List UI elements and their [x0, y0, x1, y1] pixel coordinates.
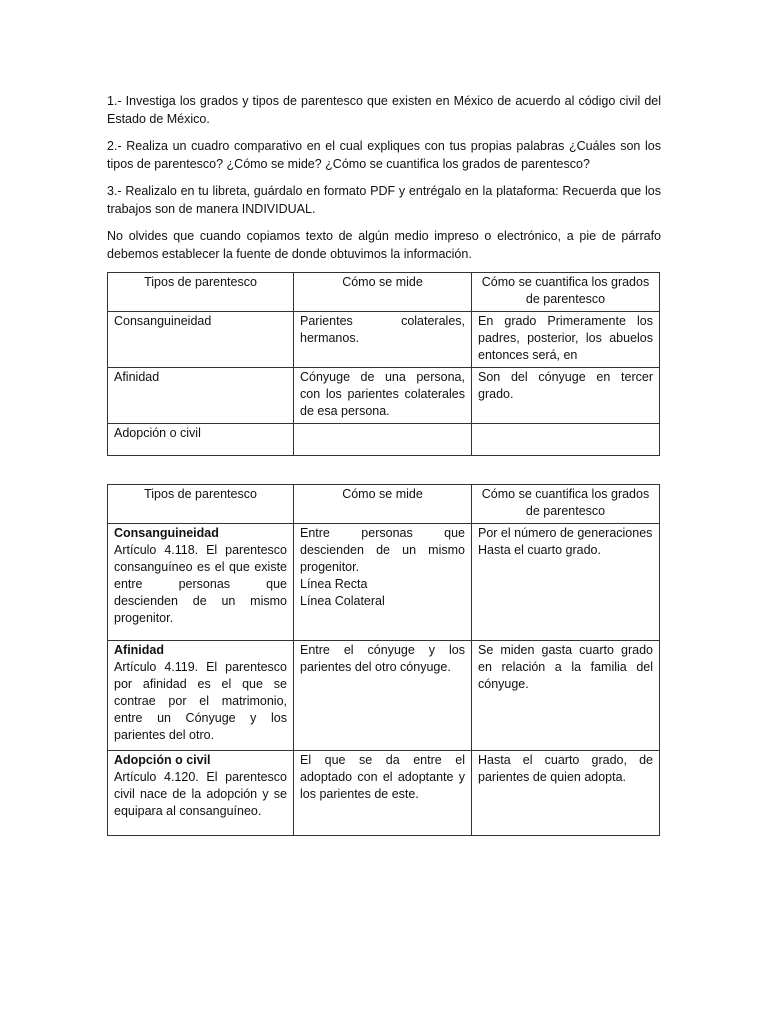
cell-cuantifica — [472, 751, 660, 836]
comparison-table-final — [107, 484, 660, 836]
table-row — [108, 524, 660, 641]
cuantifica-text: Hasta el cuarto grado, de parientes de quien adopta. — [478, 753, 653, 784]
citation-note: No olvides que cuando copiamos texto de algún medio impreso o electrónico, a pie de párrafo debemos establecer la fuente de donde obtuvimos la información. — [107, 229, 661, 261]
table-header-row — [108, 485, 660, 524]
instruction-3: 3.- Realizalo en tu libreta, guárdalo en formato PDF y entrégalo en la plataforma: Recuerda que los trabajos son de manera INDIVIDUAL. — [107, 184, 661, 216]
table-row — [108, 368, 660, 424]
mide-linea-colateral: Línea Colateral — [300, 594, 385, 608]
table-row — [108, 424, 660, 456]
instruction-1: 1.- Investiga los grados y tipos de parentesco que existen en México de acuerdo al código civil del Estado de México. — [107, 94, 661, 126]
tipo-title: Afinidad — [114, 643, 164, 657]
cuantifica-extra: Hasta el cuarto grado. — [478, 543, 601, 557]
cell-mide: Cónyuge de una persona, con los parientes colaterales de esa persona. — [294, 368, 472, 424]
mide-text: El que se da entre el adoptado con el adoptante y los parientes de este. — [300, 753, 465, 801]
cell-cuantifica — [472, 524, 660, 641]
mide-text: Entre personas que descienden de un mismo progenitor. — [300, 526, 465, 574]
cell-mide: Parientes colaterales, hermanos. — [294, 312, 472, 368]
instruction-2: 2.- Realiza un cuadro comparativo en el cual expliques con tus propias palabras ¿Cuáles son los tipos de parentesco? ¿Cómo se mide? ¿Cómo se cuantifica los grados de parentesco? — [107, 139, 661, 171]
table-row — [108, 751, 660, 836]
cell-tipo — [108, 751, 294, 836]
cell-mide — [294, 641, 472, 751]
cuantifica-text: Por el número de generaciones — [478, 526, 653, 540]
header-como-se-cuantifica: Cómo se cuantifica los grados de parentesco — [472, 273, 660, 312]
header-como-se-cuantifica: Cómo se cuantifica los grados de parentesco — [472, 485, 660, 524]
mide-linea-recta: Línea Recta — [300, 577, 368, 591]
cell-mide — [294, 751, 472, 836]
cell-cuantifica — [472, 641, 660, 751]
cuantifica-text: Se miden gasta cuarto grado en relación a la familia del cónyuge. — [478, 643, 653, 691]
cell-tipo: Consanguineidad — [108, 312, 294, 368]
tipo-article: Artículo 4.120. El parentesco civil nace de la adopción y se equipara al consanguíneo. — [114, 770, 287, 818]
header-tipos: Tipos de parentesco — [108, 485, 294, 524]
cell-cuantifica: En grado Primeramente los padres, posterior, los abuelos entonces será, en — [472, 312, 660, 368]
cell-tipo: Adopción o civil — [108, 424, 294, 456]
cell-tipo — [108, 524, 294, 641]
cell-mide — [294, 524, 472, 641]
cell-tipo — [108, 641, 294, 751]
cell-tipo: Afinidad — [108, 368, 294, 424]
table-row — [108, 312, 660, 368]
cell-cuantifica: Son del cónyuge en tercer grado. — [472, 368, 660, 424]
mide-text: Entre el cónyuge y los parientes del otro cónyuge. — [300, 643, 465, 674]
tipo-article: Artículo 4.118. El parentesco consanguíneo es el que existe entre personas que descienden de un mismo progenitor. — [114, 543, 287, 625]
header-como-se-mide: Cómo se mide — [294, 273, 472, 312]
comparison-table-draft — [107, 272, 660, 456]
document-page — [107, 92, 661, 836]
tipo-article: Artículo 4.119. El parentesco por afinidad es el que se contrae por el matrimonio, entre un Cónyuge y los parientes del otro. — [114, 660, 287, 742]
tipo-title: Consanguineidad — [114, 526, 219, 540]
cell-cuantifica — [472, 424, 660, 456]
table-header-row — [108, 273, 660, 312]
header-como-se-mide: Cómo se mide — [294, 485, 472, 524]
cell-mide — [294, 424, 472, 456]
tipo-title: Adopción o civil — [114, 753, 211, 767]
header-tipos: Tipos de parentesco — [108, 273, 294, 312]
table-row — [108, 641, 660, 751]
